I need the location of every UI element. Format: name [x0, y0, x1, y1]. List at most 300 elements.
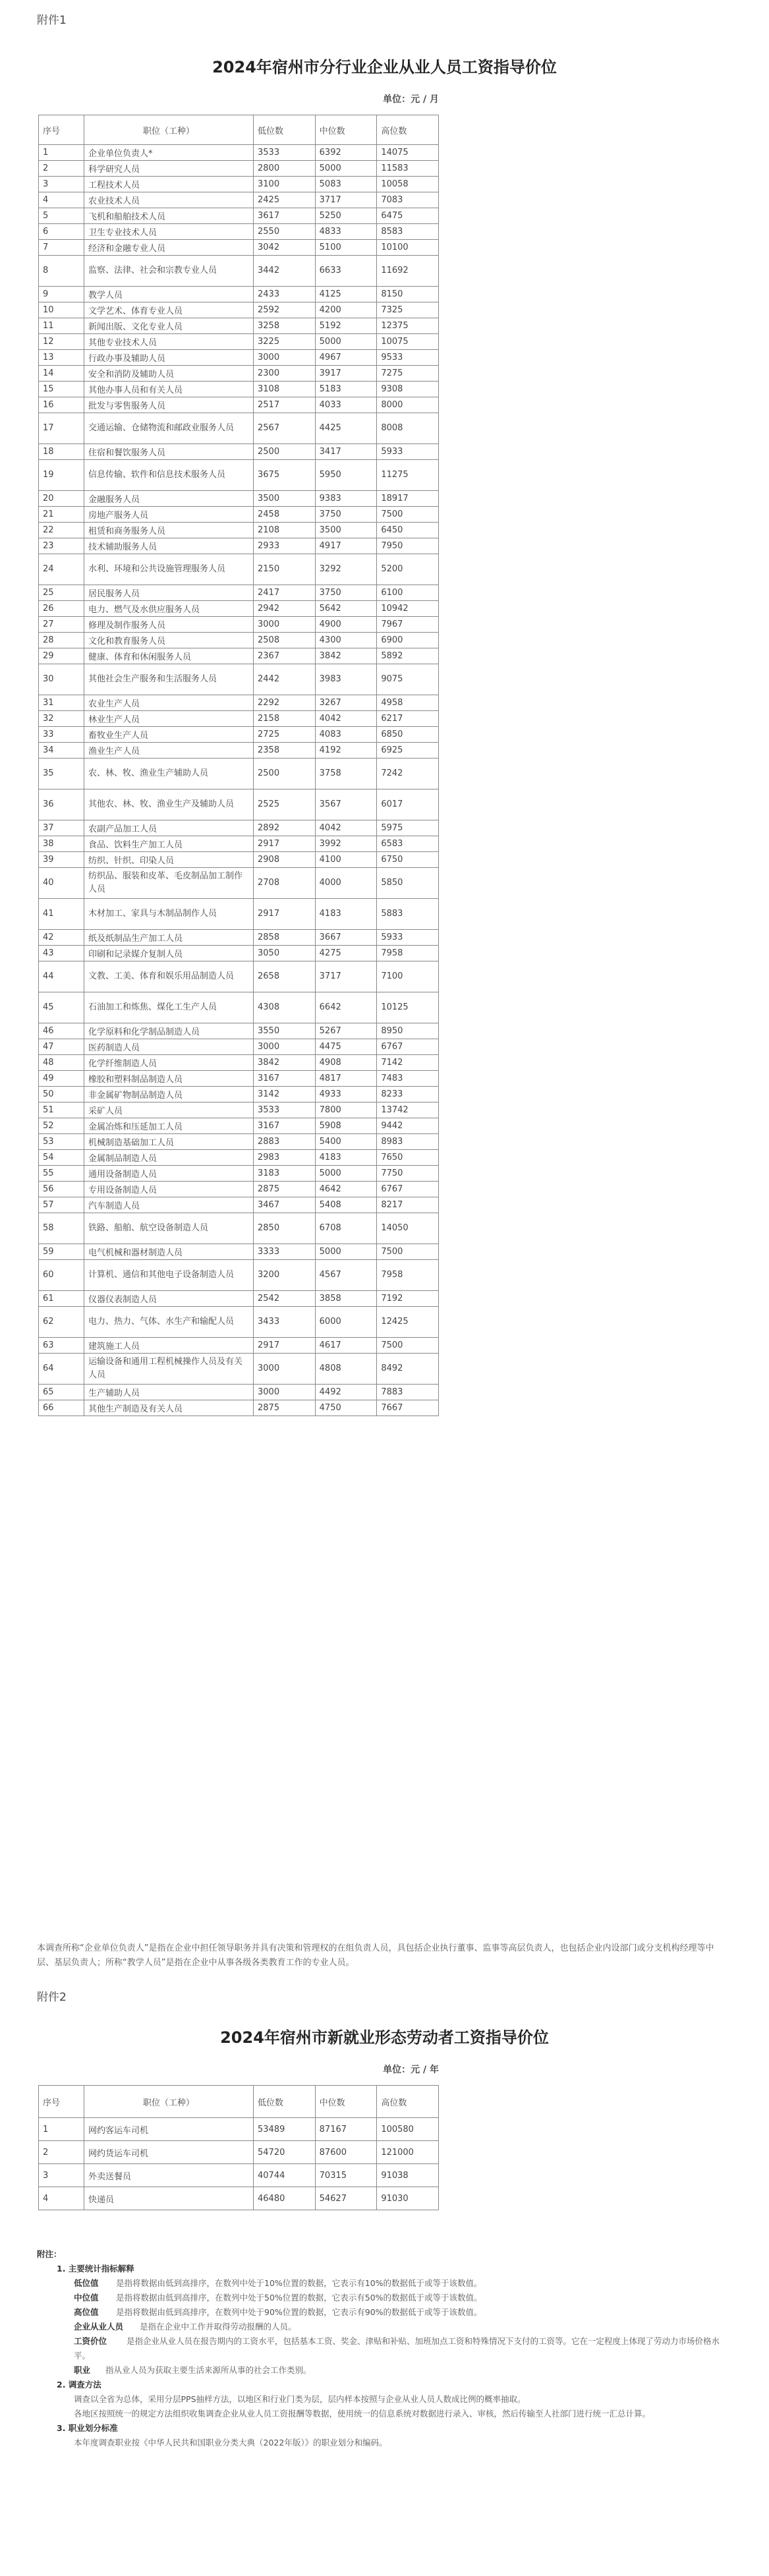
cell-mid: 5642	[315, 601, 377, 617]
cell-mid: 6392	[315, 145, 377, 161]
cell-position: 企业单位负责人*	[84, 145, 254, 161]
cell-high: 6475	[377, 208, 439, 224]
cell-position: 健康、体育和休闲服务人员	[84, 648, 254, 664]
cell-low: 3050	[254, 946, 316, 961]
cell-high: 5850	[377, 868, 439, 899]
cell-high: 6750	[377, 852, 439, 868]
cell-index: 12	[39, 334, 84, 350]
table-row	[39, 145, 439, 161]
cell-position: 化学原料和化学制品制造人员	[84, 1023, 254, 1039]
cell-index: 10	[39, 302, 84, 318]
cell-low: 2108	[254, 523, 316, 538]
cell-high: 10100	[377, 240, 439, 256]
cell-position: 纺织品、服装和皮革、毛皮制品加工制作人员	[84, 868, 254, 899]
cell-high: 9533	[377, 350, 439, 366]
cell-low: 3000	[254, 1039, 316, 1055]
cell-mid: 5100	[315, 240, 377, 256]
cell-high: 7967	[377, 617, 439, 633]
cell-index: 17	[39, 413, 84, 444]
cell-high: 8583	[377, 224, 439, 240]
cell-high: 8000	[377, 397, 439, 413]
cell-position: 铁路、船舶、航空设备制造人员	[84, 1213, 254, 1244]
cell-low: 3000	[254, 350, 316, 366]
cell-index: 57	[39, 1197, 84, 1213]
cell-position: 飞机和船舶技术人员	[84, 208, 254, 224]
cell-mid: 4617	[315, 1338, 377, 1354]
cell-high: 18917	[377, 491, 439, 507]
cell-position: 农业生产人员	[84, 695, 254, 711]
cell-index: 51	[39, 1102, 84, 1118]
cell-index: 58	[39, 1213, 84, 1244]
cell-position: 文化和教育服务人员	[84, 633, 254, 648]
cell-low: 2875	[254, 1182, 316, 1197]
cell-position: 石油加工和炼焦、煤化工生产人员	[84, 992, 254, 1023]
table-row	[39, 633, 439, 648]
cell-position: 采矿人员	[84, 1102, 254, 1118]
cell-position: 化学纤维制造人员	[84, 1055, 254, 1071]
cell-low: 3675	[254, 460, 316, 491]
cell-high: 5933	[377, 444, 439, 460]
cell-mid: 4042	[315, 711, 377, 727]
cell-high: 7750	[377, 1166, 439, 1182]
cell-mid: 4808	[315, 1354, 377, 1385]
cell-low: 3225	[254, 334, 316, 350]
cell-index: 48	[39, 1055, 84, 1071]
cell-high: 14050	[377, 1213, 439, 1244]
cell-high: 11275	[377, 460, 439, 491]
cell-low: 2442	[254, 664, 316, 695]
cell-mid: 6000	[315, 1307, 377, 1338]
cell-position: 林业生产人员	[84, 711, 254, 727]
cell-high: 5883	[377, 899, 439, 930]
cell-index: 47	[39, 1039, 84, 1055]
cell-index: 6	[39, 224, 84, 240]
table-row	[39, 1400, 439, 1416]
cell-low: 2567	[254, 413, 316, 444]
cell-index: 41	[39, 899, 84, 930]
cell-mid: 5408	[315, 1197, 377, 1213]
table-row	[39, 961, 439, 992]
table-row	[39, 1385, 439, 1400]
cell-index: 62	[39, 1307, 84, 1338]
cell-high: 8217	[377, 1197, 439, 1213]
cell-low: 2425	[254, 192, 316, 208]
cell-mid: 5908	[315, 1118, 377, 1134]
cell-position: 金融服务人员	[84, 491, 254, 507]
cell-low: 2917	[254, 1338, 316, 1354]
cell-high: 8492	[377, 1354, 439, 1385]
cell-mid: 3667	[315, 930, 377, 946]
cell-high: 8008	[377, 413, 439, 444]
table-row	[39, 1102, 439, 1118]
header-index: 序号	[39, 115, 84, 145]
cell-mid: 4100	[315, 852, 377, 868]
cell-index: 55	[39, 1166, 84, 1182]
cell-low: 2417	[254, 585, 316, 601]
cell-low: 3000	[254, 1385, 316, 1400]
cell-low: 2892	[254, 820, 316, 836]
cell-low: 2433	[254, 287, 316, 302]
cell-high: 6925	[377, 743, 439, 758]
cell-index: 23	[39, 538, 84, 554]
table-row	[39, 1307, 439, 1338]
cell-low: 2525	[254, 789, 316, 820]
cell-low: 3167	[254, 1118, 316, 1134]
cell-low: 2500	[254, 444, 316, 460]
cell-mid: 4083	[315, 727, 377, 743]
cell-position: 网约货运车司机	[84, 2141, 254, 2164]
cell-index: 19	[39, 460, 84, 491]
table-row	[39, 820, 439, 836]
cell-high: 6583	[377, 836, 439, 852]
cell-position: 文教、工美、体育和娱乐用品制造人员	[84, 961, 254, 992]
cell-high: 14075	[377, 145, 439, 161]
table-row	[39, 743, 439, 758]
cell-low: 40744	[254, 2164, 316, 2187]
cell-mid: 4492	[315, 1385, 377, 1400]
table-row	[39, 366, 439, 382]
table-row	[39, 1150, 439, 1166]
cell-mid: 5083	[315, 177, 377, 192]
table-row	[39, 538, 439, 554]
cell-high: 6450	[377, 523, 439, 538]
cell-position: 文学艺术、体育专业人员	[84, 302, 254, 318]
cell-mid: 4933	[315, 1087, 377, 1102]
table-row	[39, 1260, 439, 1291]
cell-position: 通用设备制造人员	[84, 1166, 254, 1182]
cell-index: 34	[39, 743, 84, 758]
cell-high: 6850	[377, 727, 439, 743]
cell-mid: 4183	[315, 1150, 377, 1166]
cell-index: 22	[39, 523, 84, 538]
cell-low: 2917	[254, 899, 316, 930]
cell-low: 46480	[254, 2187, 316, 2210]
cell-position: 信息传输、软件和信息技术服务人员	[84, 460, 254, 491]
cell-position: 纸及纸制品生产加工人员	[84, 930, 254, 946]
note-classification: 本年度调查职业按《中华人民共和国职业分类大典（2022年版）》的职业划分和编码。	[74, 2438, 387, 2447]
cell-high: 10075	[377, 334, 439, 350]
table-row	[39, 758, 439, 789]
cell-mid: 6642	[315, 992, 377, 1023]
cell-low: 3000	[254, 1354, 316, 1385]
cell-high: 8150	[377, 287, 439, 302]
note-wage: 工资价位 是指企业从业人员在报告期内的工资水平，包括基本工资、奖金、津贴和补贴、加班加点工资和特殊情况下支付的工资等。它在一定程度上体现了劳动力市场价格水平。	[74, 2336, 720, 2361]
table-row	[39, 1244, 439, 1260]
note-high: 高位值 是指将数据由低到高排序，在数列中处于90%位置的数据，它表示有90%的数据低于或等于该数值。	[74, 2307, 482, 2317]
cell-high: 9075	[377, 664, 439, 695]
table-row	[39, 617, 439, 633]
unit-label-1: 单位：元 / 月	[383, 94, 439, 105]
cell-index: 56	[39, 1182, 84, 1197]
cell-position: 租赁和商务服务人员	[84, 523, 254, 538]
cell-mid: 4183	[315, 899, 377, 930]
cell-index: 54	[39, 1150, 84, 1166]
cell-low: 2508	[254, 633, 316, 648]
cell-position: 工程技术人员	[84, 177, 254, 192]
annex1-label: 附件1	[37, 14, 67, 27]
cell-position: 建筑施工人员	[84, 1338, 254, 1354]
cell-high: 6217	[377, 711, 439, 727]
cell-low: 3842	[254, 1055, 316, 1071]
cell-position: 经济和金融专业人员	[84, 240, 254, 256]
cell-index: 32	[39, 711, 84, 727]
cell-position: 其他专业技术人员	[84, 334, 254, 350]
table-row	[39, 302, 439, 318]
cell-mid: 6708	[315, 1213, 377, 1244]
note-method-2: 各地区按照统一的规定方法组织收集调查企业从业人员工资报酬等数据，使用统一的信息系统对数据进行录入、审核，然后传输至人社部门进行统一汇总计算。	[74, 2409, 651, 2419]
cell-index: 13	[39, 350, 84, 366]
cell-index: 30	[39, 664, 84, 695]
cell-mid: 87167	[315, 2118, 377, 2141]
cell-index: 50	[39, 1087, 84, 1102]
table-row	[39, 256, 439, 287]
table-row	[39, 868, 439, 899]
table-row	[39, 930, 439, 946]
cell-index: 52	[39, 1118, 84, 1134]
table-row	[39, 287, 439, 302]
cell-low: 2983	[254, 1150, 316, 1166]
cell-low: 2542	[254, 1291, 316, 1307]
cell-position: 非金属矿物制品制造人员	[84, 1087, 254, 1102]
cell-position: 机械制造基础加工人员	[84, 1134, 254, 1150]
cell-index: 66	[39, 1400, 84, 1416]
cell-mid: 4642	[315, 1182, 377, 1197]
cell-low: 2150	[254, 554, 316, 585]
cell-low: 3200	[254, 1260, 316, 1291]
table-row	[39, 1118, 439, 1134]
table-header-row	[39, 2086, 439, 2118]
cell-mid: 4042	[315, 820, 377, 836]
cell-high: 10125	[377, 992, 439, 1023]
cell-mid: 5000	[315, 1166, 377, 1182]
cell-mid: 3992	[315, 836, 377, 852]
cell-index: 42	[39, 930, 84, 946]
cell-mid: 4900	[315, 617, 377, 633]
cell-low: 3100	[254, 177, 316, 192]
cell-high: 6767	[377, 1182, 439, 1197]
cell-mid: 4817	[315, 1071, 377, 1087]
table-row	[39, 397, 439, 413]
cell-high: 7650	[377, 1150, 439, 1166]
cell-low: 2500	[254, 758, 316, 789]
cell-mid: 4125	[315, 287, 377, 302]
cell-low: 3167	[254, 1071, 316, 1087]
cell-position: 新闻出版、文化专业人员	[84, 318, 254, 334]
table-row	[39, 192, 439, 208]
cell-mid: 4275	[315, 946, 377, 961]
cell-mid: 3417	[315, 444, 377, 460]
cell-index: 26	[39, 601, 84, 617]
cell-mid: 7800	[315, 1102, 377, 1118]
note-method-1: 调查以全省为总体，采用分层PPS抽样方法，以地区和行业门类为层，层内样本按照与企业从业人员人数成比例的概率抽取。	[74, 2394, 526, 2404]
table-row	[39, 852, 439, 868]
cell-high: 12375	[377, 318, 439, 334]
cell-low: 3550	[254, 1023, 316, 1039]
cell-position: 修理及制作服务人员	[84, 617, 254, 633]
cell-mid: 3292	[315, 554, 377, 585]
cell-position: 其他办事人员和有关人员	[84, 382, 254, 397]
cell-position: 电气机械和器材制造人员	[84, 1244, 254, 1260]
table-row	[39, 413, 439, 444]
cell-mid: 3858	[315, 1291, 377, 1307]
cell-high: 7275	[377, 366, 439, 382]
cell-low: 4308	[254, 992, 316, 1023]
cell-high: 5200	[377, 554, 439, 585]
cell-index: 15	[39, 382, 84, 397]
cell-high: 5892	[377, 648, 439, 664]
cell-position: 行政办事及辅助人员	[84, 350, 254, 366]
cell-low: 2550	[254, 224, 316, 240]
cell-low: 2933	[254, 538, 316, 554]
cell-index: 3	[39, 2164, 84, 2187]
cell-low: 2458	[254, 507, 316, 523]
cell-high: 7500	[377, 1338, 439, 1354]
table1-footnote: 本调查所称“企业单位负责人”是指在企业中担任领导职务并具有决策和管理权的在组负责人员，具包括企业执行董事、监事等高层负责人，也包括企业内设部门或分支机构经理等中层、基层负责人；所称“教学人员”是指在企业中从事各级各类教育工作的专业人员。	[37, 1943, 714, 1968]
cell-position: 渔业生产人员	[84, 743, 254, 758]
table-row	[39, 350, 439, 366]
cell-index: 24	[39, 554, 84, 585]
cell-low: 2292	[254, 695, 316, 711]
cell-high: 12425	[377, 1307, 439, 1338]
cell-position: 安全和消防及辅助人员	[84, 366, 254, 382]
table-row	[39, 161, 439, 177]
cell-mid: 3750	[315, 507, 377, 523]
cell-low: 2800	[254, 161, 316, 177]
cell-position: 金属冶炼和压延加工人员	[84, 1118, 254, 1134]
cell-index: 39	[39, 852, 84, 868]
cell-high: 6900	[377, 633, 439, 648]
cell-mid: 5183	[315, 382, 377, 397]
cell-index: 8	[39, 256, 84, 287]
cell-low: 2725	[254, 727, 316, 743]
cell-mid: 4917	[315, 538, 377, 554]
table-row	[39, 334, 439, 350]
cell-low: 2917	[254, 836, 316, 852]
note-mid: 中位值 是指将数据由低到高排序，在数列中处于50%位置的数据，它表示有50%的数据低于或等于该数值。	[74, 2293, 482, 2303]
cell-position: 技术辅助服务人员	[84, 538, 254, 554]
cell-mid: 3567	[315, 789, 377, 820]
notes-section-1: 1. 主要统计指标解释	[57, 2264, 134, 2274]
cell-mid: 5250	[315, 208, 377, 224]
table-row	[39, 2141, 439, 2164]
cell-index: 25	[39, 585, 84, 601]
cell-high: 7950	[377, 538, 439, 554]
header-position: 职位（工种）	[84, 115, 254, 145]
cell-position: 科学研究人员	[84, 161, 254, 177]
note-low: 低位值 是指将数据由低到高排序，在数列中处于10%位置的数据，它表示有10%的数据低于或等于该数值。	[74, 2278, 482, 2288]
cell-mid: 87600	[315, 2141, 377, 2164]
cell-index: 3	[39, 177, 84, 192]
cell-index: 28	[39, 633, 84, 648]
table-row	[39, 1197, 439, 1213]
cell-index: 36	[39, 789, 84, 820]
cell-position: 其他社会生产服务和生活服务人员	[84, 664, 254, 695]
cell-position: 交通运输、仓储物流和邮政业服务人员	[84, 413, 254, 444]
cell-low: 3042	[254, 240, 316, 256]
table-row	[39, 946, 439, 961]
cell-position: 监察、法律、社会和宗教专业人员	[84, 256, 254, 287]
table-row	[39, 899, 439, 930]
cell-index: 21	[39, 507, 84, 523]
table-row	[39, 1291, 439, 1307]
cell-low: 3333	[254, 1244, 316, 1260]
table-row	[39, 1023, 439, 1039]
cell-index: 37	[39, 820, 84, 836]
table-row	[39, 177, 439, 192]
cell-mid: 3267	[315, 695, 377, 711]
cell-high: 7500	[377, 1244, 439, 1260]
cell-position: 其他农、林、牧、渔业生产及辅助人员	[84, 789, 254, 820]
cell-high: 8950	[377, 1023, 439, 1039]
cell-index: 18	[39, 444, 84, 460]
cell-index: 60	[39, 1260, 84, 1291]
cell-index: 4	[39, 192, 84, 208]
cell-position: 批发与零售服务人员	[84, 397, 254, 413]
cell-index: 35	[39, 758, 84, 789]
table-row	[39, 711, 439, 727]
notes-section	[37, 2247, 735, 2450]
page-title-1: 2024年宿州市分行业企业从业人员工资指导价位	[212, 58, 557, 76]
header-mid: 中位数	[315, 2086, 377, 2118]
cell-high: 7500	[377, 507, 439, 523]
cell-mid: 4567	[315, 1260, 377, 1291]
cell-index: 27	[39, 617, 84, 633]
cell-high: 7325	[377, 302, 439, 318]
table-row	[39, 444, 439, 460]
cell-high: 13742	[377, 1102, 439, 1118]
table-row	[39, 1354, 439, 1385]
wage-table-1	[38, 115, 439, 1416]
cell-low: 2517	[254, 397, 316, 413]
cell-mid: 5192	[315, 318, 377, 334]
cell-mid: 3717	[315, 192, 377, 208]
cell-index: 1	[39, 145, 84, 161]
cell-mid: 4967	[315, 350, 377, 366]
cell-low: 2942	[254, 601, 316, 617]
cell-mid: 54627	[315, 2187, 377, 2210]
header-mid: 中位数	[315, 115, 377, 145]
cell-position: 木材加工、家具与木制品制作人员	[84, 899, 254, 930]
cell-low: 3183	[254, 1166, 316, 1182]
cell-mid: 4200	[315, 302, 377, 318]
cell-mid: 6633	[315, 256, 377, 287]
cell-low: 3617	[254, 208, 316, 224]
cell-high: 8983	[377, 1134, 439, 1150]
cell-low: 3533	[254, 1102, 316, 1118]
cell-high: 7667	[377, 1400, 439, 1416]
table-row	[39, 1338, 439, 1354]
cell-position: 纺织、针织、印染人员	[84, 852, 254, 868]
header-low: 低位数	[254, 2086, 316, 2118]
cell-mid: 3758	[315, 758, 377, 789]
cell-mid: 4425	[315, 413, 377, 444]
cell-index: 14	[39, 366, 84, 382]
cell-high: 6017	[377, 789, 439, 820]
table-row	[39, 727, 439, 743]
table-row	[39, 208, 439, 224]
cell-high: 7192	[377, 1291, 439, 1307]
wage-table-2	[38, 2085, 439, 2210]
cell-index: 46	[39, 1023, 84, 1039]
cell-index: 53	[39, 1134, 84, 1150]
cell-low: 54720	[254, 2141, 316, 2164]
cell-mid: 9383	[315, 491, 377, 507]
cell-low: 2883	[254, 1134, 316, 1150]
note-employee: 企业从业人员 是指在企业中工作并取得劳动报酬的人员。	[74, 2322, 297, 2332]
table-row	[39, 789, 439, 820]
notes-heading: 附注：	[37, 2249, 62, 2259]
cell-low: 2708	[254, 868, 316, 899]
